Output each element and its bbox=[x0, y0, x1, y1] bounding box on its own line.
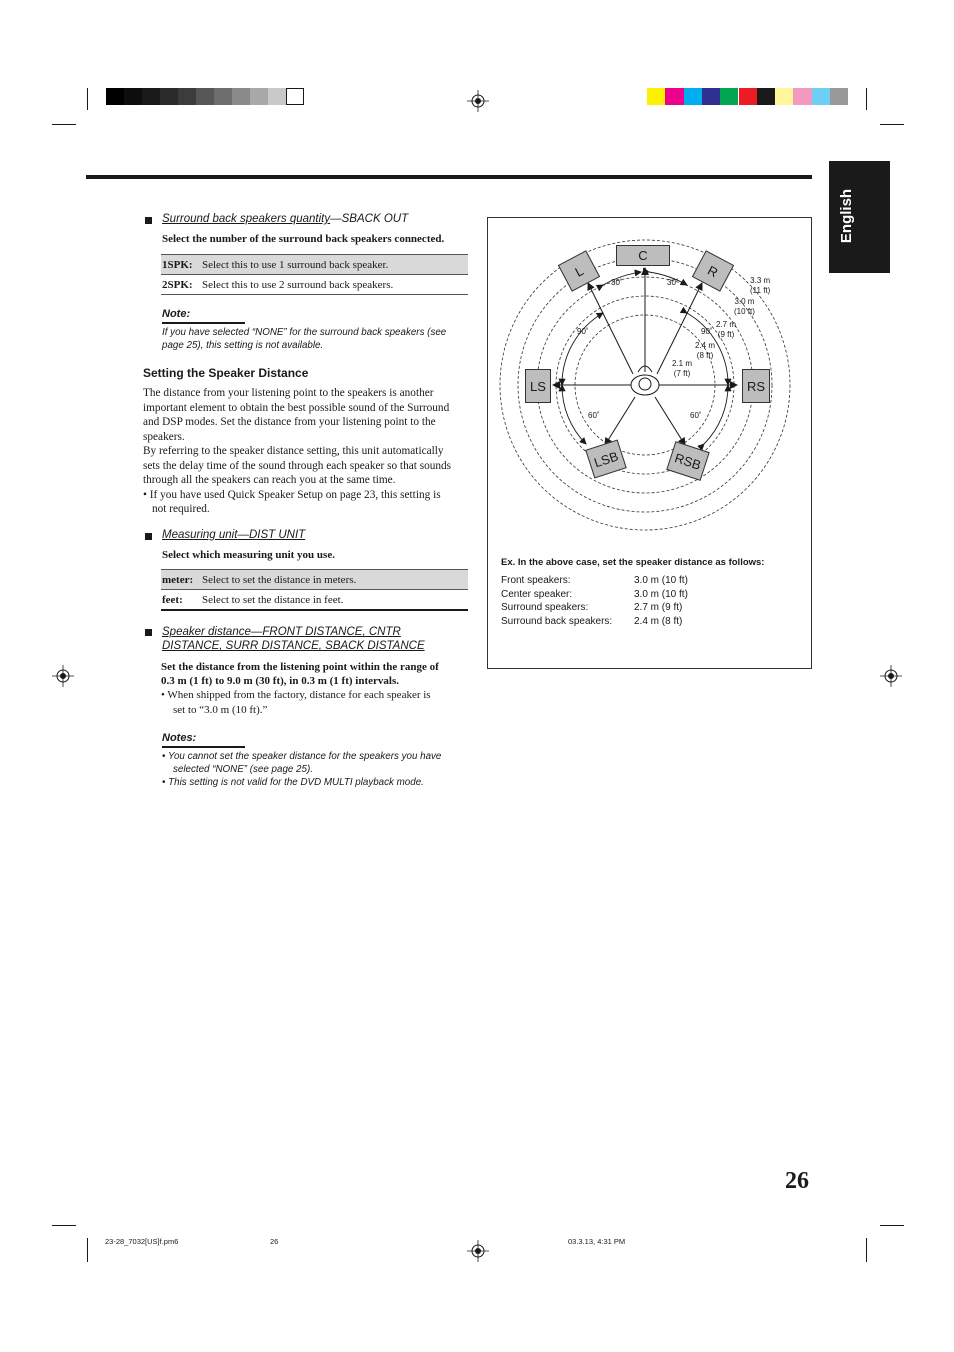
ring-label: 2.7 m (9 ft) bbox=[716, 320, 737, 339]
crop-mark bbox=[87, 1238, 88, 1262]
table-row bbox=[161, 254, 468, 275]
angle-label: 90˚ bbox=[577, 327, 589, 336]
calibration-swatch bbox=[812, 88, 830, 105]
example-row: Surround back speakers: 2.4 m (8 ft) bbox=[501, 615, 683, 627]
footer-page: 26 bbox=[270, 1237, 279, 1246]
option-table bbox=[161, 569, 468, 611]
ring-label: 3.0 m (10 ft) bbox=[734, 297, 755, 316]
angle-label: 60˚ bbox=[588, 411, 600, 420]
instruction-text: Select which measuring unit you use. bbox=[162, 549, 335, 561]
crop-mark bbox=[87, 88, 88, 110]
ring-label: 2.4 m (8 ft) bbox=[695, 341, 716, 360]
notes-heading: Notes: bbox=[162, 732, 197, 744]
section-title: Surround back speakers quantity—SBACK OUT bbox=[162, 213, 409, 225]
example-title: Ex. In the above case, set the speaker distance as follows: bbox=[501, 557, 765, 568]
note-text: If you have selected “NONE” for the surround back speakers (see page 25), this setting is not available. bbox=[162, 327, 447, 351]
calibration-swatch bbox=[720, 88, 738, 105]
option-desc: Select to set the distance in meters. bbox=[202, 573, 357, 586]
option-key: 2SPK: bbox=[162, 278, 193, 291]
ring-label: 3.3 m (11 ft) bbox=[750, 276, 771, 295]
calibration-swatch bbox=[178, 88, 196, 105]
option-key: feet: bbox=[162, 593, 183, 606]
calibration-swatch bbox=[124, 88, 142, 105]
calibration-swatch bbox=[665, 88, 683, 105]
calibration-swatch bbox=[757, 88, 775, 105]
calibration-swatch bbox=[250, 88, 268, 105]
calibration-swatch bbox=[196, 88, 214, 105]
note-underline bbox=[162, 746, 245, 748]
crop-mark bbox=[52, 124, 76, 125]
crop-mark bbox=[880, 124, 904, 125]
angle-label: 90˚ bbox=[701, 327, 713, 336]
option-desc: Select this to use 1 surround back speaker. bbox=[202, 258, 389, 271]
top-rule bbox=[86, 175, 812, 179]
footer-file: 23-28_7032[US]f.pm6 bbox=[105, 1237, 179, 1246]
table-row bbox=[161, 569, 468, 590]
angle-label: 60˚ bbox=[690, 411, 702, 420]
crop-mark bbox=[866, 88, 867, 110]
option-desc: Select this to use 2 surround back speakers. bbox=[202, 278, 394, 291]
ring-label: 2.1 m (7 ft) bbox=[672, 359, 693, 378]
option-key: 1SPK: bbox=[162, 258, 193, 271]
speaker-left-surround-back: LSB bbox=[585, 439, 627, 478]
calibration-swatch bbox=[214, 88, 232, 105]
option-table bbox=[161, 254, 468, 295]
speaker-left: L bbox=[558, 250, 600, 292]
bullet-text: • When shipped from the factory, distance for each speaker is set to “3.0 m (10 ft).” bbox=[161, 689, 431, 716]
language-tab-label: English bbox=[838, 188, 855, 244]
note-heading: Note: bbox=[162, 308, 191, 320]
body-paragraph: The distance from your listening point to the speakers is another important element to obtain the best possible sound of the Surround and DSP modes. Set the distance from your listening point to the speakers. By referring to the speaker distance setting, this unit automatically sets the delay time of the sound through each speaker so that sounds through all the speakers can reach you at the same time. • If you have used Quick Speaker Setup on page 23, this setting is not required. bbox=[143, 387, 452, 515]
speaker-right-surround-back: RSB bbox=[666, 441, 710, 481]
notes-text: • You cannot set the speaker distance for the speakers you have selected “NONE” (see page 25). • This setting is not valid for the DVD MULTI playback mode. bbox=[162, 751, 442, 788]
registration-target-icon bbox=[467, 90, 489, 112]
speaker-center: C bbox=[616, 245, 670, 266]
speaker-right: R bbox=[692, 250, 734, 292]
crop-mark bbox=[866, 1238, 867, 1262]
registration-target-icon bbox=[880, 665, 902, 687]
calibration-swatch bbox=[775, 88, 793, 105]
calibration-swatch bbox=[739, 88, 757, 105]
bullet-square-icon bbox=[145, 217, 152, 224]
section-title: Speaker distance—FRONT DISTANCE, CNTR DISTANCE, SURR DISTANCE, SBACK DISTANCE bbox=[162, 626, 425, 652]
speaker-right-surround: RS bbox=[742, 369, 770, 403]
angle-label: 30˚ bbox=[611, 278, 623, 287]
calibration-swatch bbox=[160, 88, 178, 105]
calibration-swatch bbox=[684, 88, 702, 105]
calibration-swatch bbox=[232, 88, 250, 105]
section-title: Measuring unit—DIST UNIT bbox=[162, 529, 306, 541]
calibration-swatch bbox=[793, 88, 811, 105]
option-desc: Select to set the distance in feet. bbox=[202, 593, 344, 606]
angle-label: 30˚ bbox=[667, 278, 679, 287]
speaker-left-surround: LS bbox=[525, 369, 551, 403]
example-row: Center speaker: 3.0 m (10 ft) bbox=[501, 588, 688, 600]
registration-target-icon bbox=[467, 1240, 489, 1262]
bullet-square-icon bbox=[145, 533, 152, 540]
calibration-swatch bbox=[702, 88, 720, 105]
instruction-text: Select the number of the surround back speakers connected. bbox=[162, 233, 445, 245]
section-heading: Setting the Speaker Distance bbox=[143, 366, 309, 380]
registration-target-icon bbox=[52, 665, 74, 687]
page-number: 26 bbox=[785, 1168, 809, 1194]
calibration-swatch bbox=[106, 88, 124, 105]
footer-date: 03.3.13, 4:31 PM bbox=[568, 1237, 626, 1246]
calibration-swatch bbox=[830, 88, 848, 105]
crop-mark bbox=[880, 1225, 904, 1226]
table-row bbox=[161, 590, 468, 611]
calibration-swatch bbox=[268, 88, 286, 105]
calibration-swatch bbox=[647, 88, 665, 105]
crop-mark bbox=[52, 1225, 76, 1226]
calibration-swatch bbox=[286, 88, 304, 105]
instruction-text: Set the distance from the listening point within the range of 0.3 m (1 ft) to 9.0 m (30 ft), in 0.3 m (1 ft) intervals. bbox=[161, 661, 439, 687]
calibration-swatch bbox=[142, 88, 160, 105]
table-row bbox=[161, 275, 468, 295]
bullet-square-icon bbox=[145, 629, 152, 636]
note-underline bbox=[162, 322, 245, 324]
example-row: Surround speakers: 2.7 m (9 ft) bbox=[501, 602, 683, 613]
example-row: Front speakers: 3.0 m (10 ft) bbox=[501, 575, 688, 586]
option-key: meter: bbox=[162, 573, 194, 586]
example-list bbox=[501, 574, 688, 628]
